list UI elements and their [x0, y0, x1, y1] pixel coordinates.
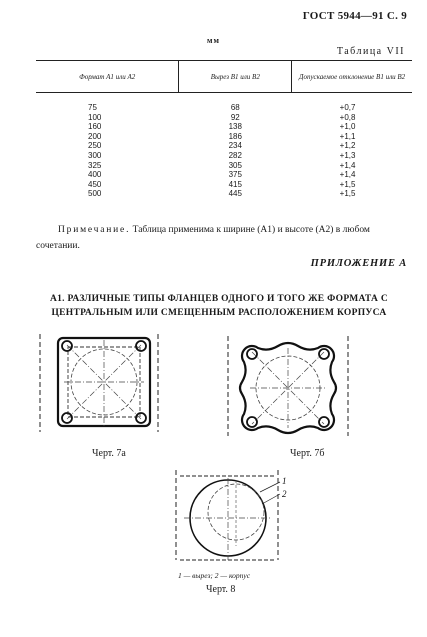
table-row — [36, 122, 412, 132]
table-cell: 75 — [88, 103, 97, 112]
column-header: Вырез B1 или B2 — [179, 61, 292, 93]
table-cell: +1,2 — [339, 141, 356, 151]
table-cell: 100 — [88, 112, 102, 122]
table-title: Таблица VII — [336, 46, 405, 57]
column-header: Допускаемое отклонение B1 или B2 — [292, 61, 412, 93]
table-row — [36, 170, 412, 180]
table-row — [36, 93, 412, 113]
figure-8-legend: 1 — вырез; 2 — корпус — [178, 571, 251, 580]
table-cell: 282 — [228, 150, 242, 160]
table-row — [36, 113, 412, 123]
table-cell: +0,8 — [339, 112, 356, 122]
table-cell: 305 — [228, 160, 242, 170]
note-label: Примечание. — [58, 225, 131, 235]
table-cell: 450 — [88, 179, 102, 189]
figure-8-cutout-drawing — [176, 470, 294, 570]
table-cell: +1,4 — [339, 170, 356, 180]
table-cell: +1,3 — [339, 150, 356, 160]
table-cell: +1,5 — [339, 179, 356, 189]
document-header: ГОСТ 5944—91 С. 9 — [302, 10, 407, 22]
table-cell: 325 — [88, 160, 102, 170]
table-row — [36, 132, 412, 142]
section-heading: А1. РАЗЛИЧНЫЕ ТИПЫ ФЛАНЦЕВ ОДНОГО И ТОГО ЖЕ ФОРМАТА С ЦЕНТРАЛЬНЫМ ИЛИ СМЕЩЕННЫМ РАСПОЛОЖЕНИЕМ КОРПУСА — [49, 294, 389, 318]
appendix-title: ПРИЛОЖЕНИЕ А — [310, 258, 407, 269]
figure-8-caption: Черт. 8 — [206, 584, 236, 595]
table-cell: 300 — [88, 150, 102, 160]
table-cell: +1,5 — [339, 189, 356, 199]
table-header-row — [36, 61, 412, 93]
table-row — [36, 151, 412, 161]
figure-7b-caption: Черт. 7б — [290, 448, 325, 459]
figure-7a-flange-drawing — [40, 330, 162, 438]
table-cell: 445 — [228, 189, 242, 199]
dimensions-table — [36, 60, 412, 199]
table-cell: +0,7 — [339, 103, 356, 112]
table-cell: 500 — [88, 189, 102, 199]
table-cell: 68 — [230, 103, 240, 112]
note-text: Таблица применима к ширине (A1) и высоте (A2) в любом сочетании. — [36, 225, 370, 251]
table-cell: 186 — [228, 131, 242, 141]
figure-7b-flange-drawing — [228, 332, 350, 440]
table-row — [36, 161, 412, 171]
table-cell: 160 — [88, 122, 102, 132]
table-row — [36, 189, 412, 199]
table-cell: 415 — [228, 179, 242, 189]
table-cell: 234 — [228, 141, 242, 151]
table-cell: 92 — [230, 112, 240, 122]
table-cell: 375 — [228, 170, 242, 180]
table-note — [36, 222, 414, 254]
table-cell: +1,4 — [339, 160, 356, 170]
table-cell: 250 — [88, 141, 102, 151]
table-cell: 200 — [88, 131, 102, 141]
table-cell: +1,0 — [339, 122, 356, 132]
figure-7a-caption: Черт. 7а — [92, 448, 126, 459]
table-cell: 400 — [88, 170, 102, 180]
table-cell: +1,1 — [339, 131, 356, 141]
table-units: мм — [207, 36, 220, 45]
callout-1-label: 1 — [282, 476, 287, 486]
table-cell: 138 — [228, 122, 242, 132]
table-row — [36, 141, 412, 151]
callout-2-label: 2 — [282, 489, 287, 499]
column-header: Формат A1 или A2 — [36, 61, 179, 93]
table-row — [36, 180, 412, 190]
